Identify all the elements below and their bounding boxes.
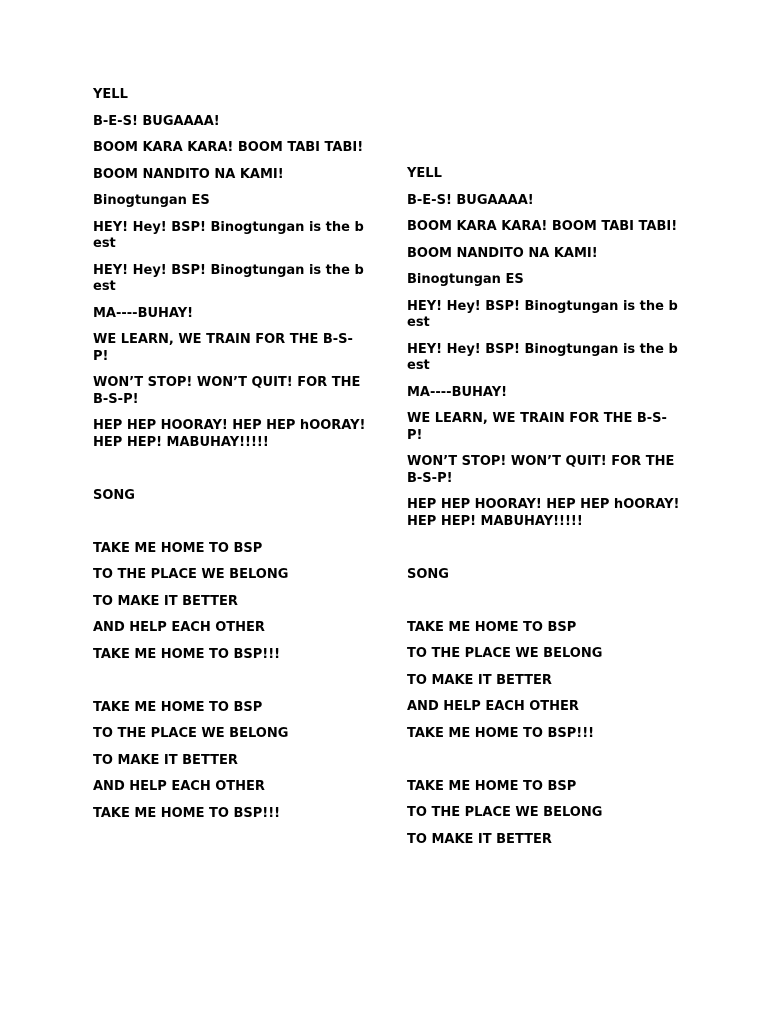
- text-line: HEP HEP HOORAY! HEP HEP hOORAY! HEP HEP! MABUHAY!!!!!: [407, 497, 680, 529]
- text-line: AND HELP EACH OTHER: [93, 620, 265, 635]
- text-line: WE LEARN, WE TRAIN FOR THE B-S-P!: [407, 411, 667, 443]
- text-line: TO THE PLACE WE BELONG: [407, 805, 603, 820]
- text-line: B-E-S! BUGAAAA!: [407, 192, 534, 208]
- right-text-column: [407, 166, 682, 858]
- blank-line: [407, 540, 682, 557]
- blank-line: [407, 752, 682, 769]
- text-line: BOOM KARA KARA! BOOM TABI TABI!: [407, 219, 678, 234]
- text-line: YELL: [93, 87, 128, 102]
- text-line: TO THE PLACE WE BELONG: [407, 646, 603, 661]
- text-line: Binogtungan ES: [407, 272, 524, 287]
- blank-line: [93, 461, 368, 478]
- left-text-column: [93, 87, 368, 832]
- text-line: WON’T STOP! WON’T QUIT! FOR THE B-S-P!: [93, 375, 361, 407]
- text-line: TAKE ME HOME TO BSP: [93, 699, 263, 715]
- text-line: TAKE ME HOME TO BSP!!!: [93, 805, 281, 821]
- text-line: TO MAKE IT BETTER: [407, 831, 552, 847]
- text-line: TO THE PLACE WE BELONG: [93, 726, 289, 741]
- text-line: SONG: [407, 566, 449, 582]
- text-line: AND HELP EACH OTHER: [407, 699, 579, 714]
- text-line: TAKE ME HOME TO BSP!!!: [407, 725, 595, 741]
- text-line: BOOM NANDITO NA KAMI!: [407, 245, 598, 261]
- text-line: SONG: [93, 487, 135, 503]
- blank-line: [407, 593, 682, 610]
- text-line: WON’T STOP! WON’T QUIT! FOR THE B-S-P!: [407, 454, 675, 486]
- text-line: MA----BUHAY!: [93, 305, 194, 321]
- text-line: B-E-S! BUGAAAA!: [93, 113, 220, 129]
- text-line: MA----BUHAY!: [407, 384, 508, 400]
- text-line: TAKE ME HOME TO BSP: [93, 540, 263, 556]
- text-line: BOOM KARA KARA! BOOM TABI TABI!: [93, 140, 364, 155]
- text-line: TO THE PLACE WE BELONG: [93, 567, 289, 582]
- blank-line: [93, 673, 368, 690]
- text-line: Binogtungan ES: [93, 193, 210, 208]
- text-line: HEP HEP HOORAY! HEP HEP hOORAY! HEP HEP! MABUHAY!!!!!: [93, 418, 366, 450]
- text-line: TO MAKE IT BETTER: [93, 752, 238, 768]
- text-line: TO MAKE IT BETTER: [407, 672, 552, 688]
- text-line: HEY! Hey! BSP! Binogtungan is the best: [407, 298, 678, 330]
- text-line: BOOM NANDITO NA KAMI!: [93, 166, 284, 182]
- text-line: YELL: [407, 166, 442, 181]
- text-line: TAKE ME HOME TO BSP!!!: [93, 646, 281, 662]
- text-line: HEY! Hey! BSP! Binogtungan is the best: [93, 262, 364, 294]
- text-line: AND HELP EACH OTHER: [93, 779, 265, 794]
- text-line: TO MAKE IT BETTER: [93, 593, 238, 609]
- text-line: HEY! Hey! BSP! Binogtungan is the best: [93, 219, 364, 251]
- text-line: TAKE ME HOME TO BSP: [407, 778, 577, 794]
- blank-line: [93, 514, 368, 531]
- text-line: HEY! Hey! BSP! Binogtungan is the best: [407, 341, 678, 373]
- text-line: TAKE ME HOME TO BSP: [407, 619, 577, 635]
- text-line: WE LEARN, WE TRAIN FOR THE B-S-P!: [93, 332, 353, 364]
